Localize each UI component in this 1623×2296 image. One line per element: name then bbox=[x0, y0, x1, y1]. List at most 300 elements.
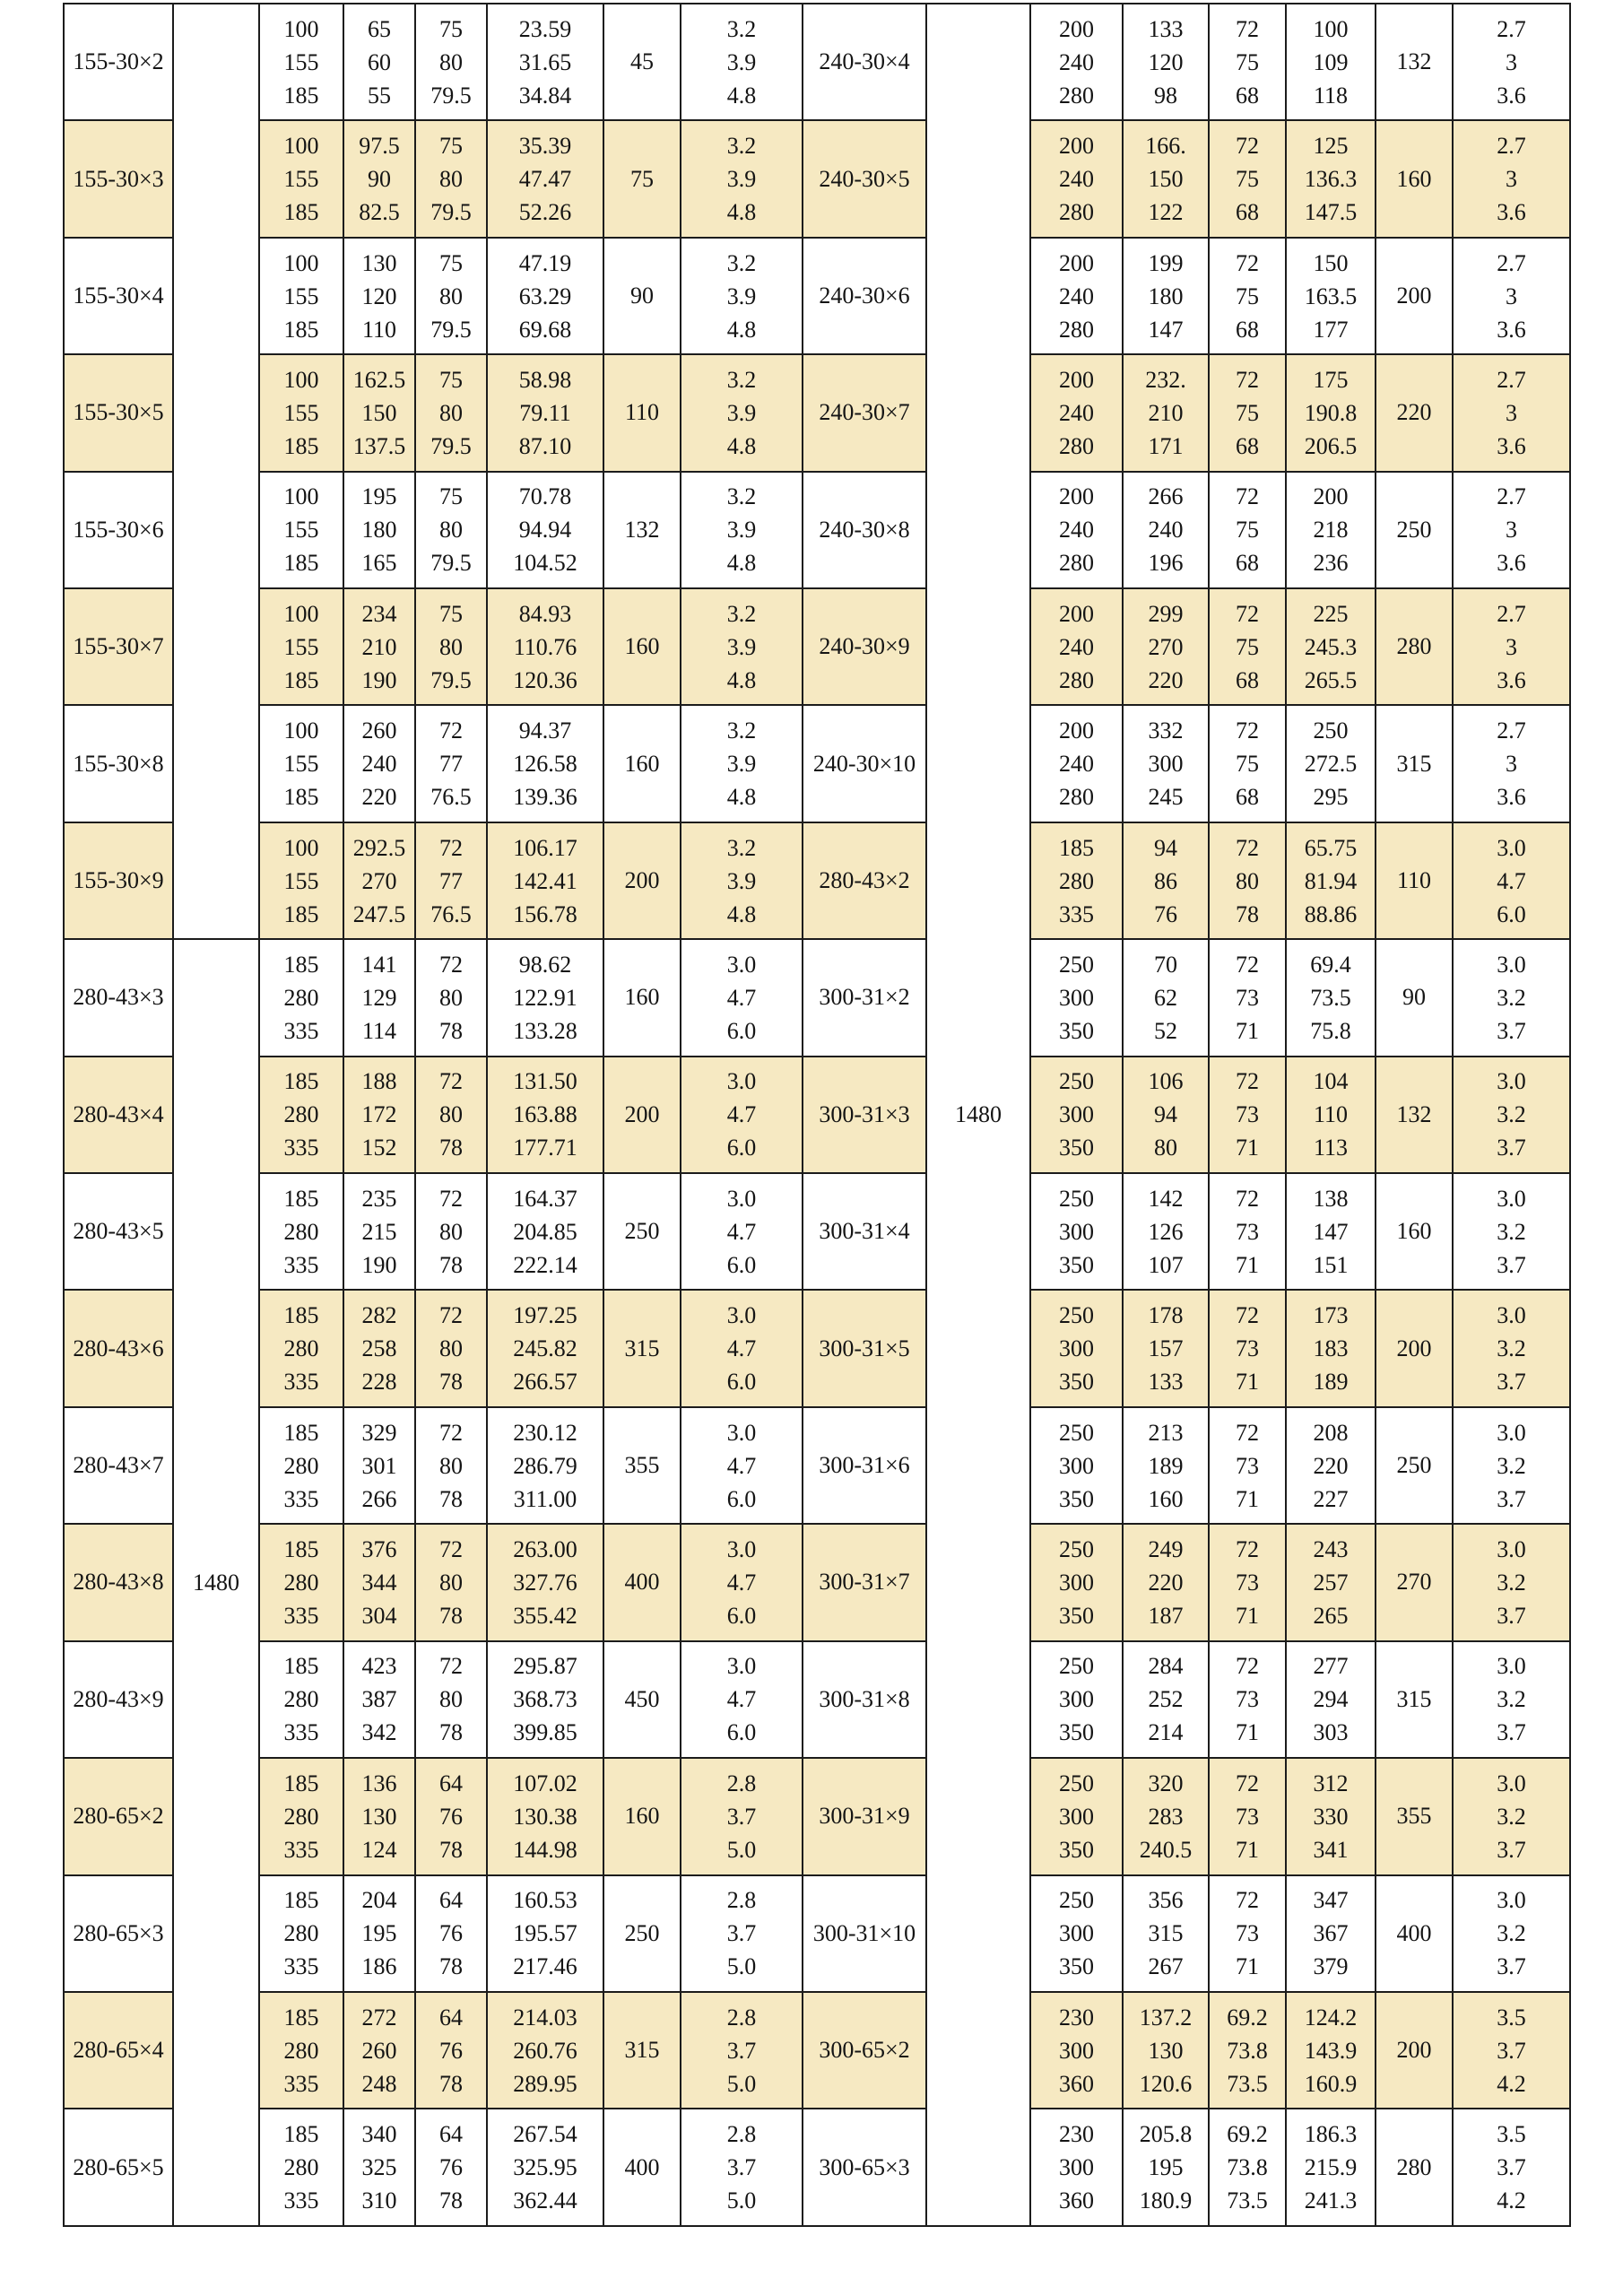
value: 106 bbox=[1148, 1068, 1184, 1095]
power-cell-right bbox=[1286, 1057, 1376, 1173]
value: 79.5 bbox=[430, 316, 472, 343]
flow-cell-left bbox=[259, 4, 343, 120]
flow-cell-left bbox=[259, 472, 343, 588]
value: 76.5 bbox=[430, 900, 472, 927]
value: 320 bbox=[1148, 1770, 1184, 1796]
value: 280 bbox=[1059, 199, 1094, 226]
value: 3 bbox=[1506, 751, 1517, 778]
head-cell-right bbox=[1123, 1758, 1209, 1874]
efficiency-cell-left bbox=[415, 238, 487, 354]
value: 78 bbox=[439, 1369, 463, 1396]
value: 243 bbox=[1313, 1535, 1349, 1562]
value: 80 bbox=[439, 633, 463, 660]
value: 80 bbox=[439, 283, 463, 309]
value: 368.73 bbox=[513, 1686, 577, 1713]
value: 186 bbox=[361, 1953, 397, 1980]
npsh-cell-left bbox=[681, 822, 803, 939]
efficiency-cell-left bbox=[415, 1875, 487, 1992]
value: 387 bbox=[361, 1686, 397, 1713]
npsh-cell-right bbox=[1453, 1758, 1570, 1874]
value: 3.0 bbox=[1497, 1302, 1526, 1329]
head-cell-left bbox=[343, 238, 415, 354]
value: 185 bbox=[283, 1887, 319, 1914]
power-cell-right bbox=[1286, 588, 1376, 705]
power-cell-left bbox=[487, 939, 603, 1056]
value: 72 bbox=[439, 1535, 463, 1562]
value: 360 bbox=[1059, 2187, 1094, 2214]
value: 280 bbox=[283, 1920, 319, 1947]
model-cell-right: 240-30×9 bbox=[803, 588, 926, 705]
npsh-cell-right bbox=[1453, 939, 1570, 1056]
value: 76 bbox=[439, 2037, 463, 2064]
power-cell-right bbox=[1286, 1758, 1376, 1874]
value: 200 bbox=[1059, 15, 1094, 42]
value: 280 bbox=[1059, 784, 1094, 811]
power-cell-left bbox=[487, 4, 603, 120]
value: 78 bbox=[439, 1719, 463, 1746]
value: 120 bbox=[1148, 48, 1184, 75]
value: 218 bbox=[1313, 517, 1349, 544]
flow-cell-right bbox=[1030, 1875, 1123, 1992]
value: 73.5 bbox=[1227, 2187, 1268, 2214]
value: 3.7 bbox=[1497, 1953, 1526, 1980]
value: 190 bbox=[361, 666, 397, 693]
value: 76 bbox=[439, 1920, 463, 1947]
npsh-cell-left bbox=[681, 1173, 803, 1290]
value: 225 bbox=[1313, 600, 1349, 627]
value: 100 bbox=[283, 483, 319, 510]
power-cell-left bbox=[487, 1641, 603, 1758]
value: 124 bbox=[361, 1836, 397, 1863]
value: 81.94 bbox=[1304, 867, 1358, 894]
value: 100 bbox=[283, 366, 319, 393]
value: 72 bbox=[1236, 834, 1259, 861]
value: 75 bbox=[1236, 166, 1259, 193]
value: 3.7 bbox=[726, 2037, 757, 2064]
npsh-cell-left bbox=[681, 238, 803, 354]
value: 3.9 bbox=[726, 517, 757, 544]
flow-cell-left bbox=[259, 1875, 343, 1992]
value: 82.5 bbox=[359, 199, 400, 226]
table-row bbox=[64, 238, 1570, 354]
value: 152 bbox=[361, 1135, 397, 1161]
value: 6.0 bbox=[726, 1135, 757, 1161]
value: 379 bbox=[1313, 1953, 1349, 1980]
value: 325.95 bbox=[513, 2154, 577, 2181]
flow-cell-left bbox=[259, 1641, 343, 1758]
model-cell-right: 240-30×8 bbox=[803, 472, 926, 588]
value: 107.02 bbox=[513, 1770, 577, 1796]
value: 80 bbox=[439, 1335, 463, 1362]
head-cell-left bbox=[343, 705, 415, 822]
power-cell-left bbox=[487, 238, 603, 354]
npsh-cell-right bbox=[1453, 354, 1570, 471]
power-cell-right bbox=[1286, 238, 1376, 354]
value: 3.7 bbox=[1497, 2154, 1526, 2181]
motor-power-cell-left: 315 bbox=[603, 1992, 681, 2109]
value: 75.8 bbox=[1310, 1017, 1351, 1044]
flow-cell-left bbox=[259, 1057, 343, 1173]
flow-cell-right bbox=[1030, 705, 1123, 822]
value: 335 bbox=[283, 2187, 319, 2214]
value: 78 bbox=[439, 1485, 463, 1512]
value: 80 bbox=[439, 1218, 463, 1245]
table-row bbox=[64, 354, 1570, 471]
value: 240.5 bbox=[1139, 1836, 1193, 1863]
value: 3.0 bbox=[1497, 1185, 1526, 1212]
value: 72 bbox=[1236, 249, 1259, 276]
power-cell-right bbox=[1286, 2109, 1376, 2226]
head-cell-right bbox=[1123, 1407, 1209, 1524]
value: 160 bbox=[1148, 1485, 1184, 1512]
value: 6.0 bbox=[726, 1602, 757, 1629]
model-cell-left: 280-65×3 bbox=[64, 1875, 173, 1992]
value: 80 bbox=[439, 517, 463, 544]
value: 300 bbox=[1059, 1218, 1094, 1245]
motor-power-cell-left: 160 bbox=[603, 588, 681, 705]
npsh-cell-left bbox=[681, 1290, 803, 1406]
value: 350 bbox=[1059, 1369, 1094, 1396]
value: 185 bbox=[283, 82, 319, 109]
model-cell-right: 240-30×6 bbox=[803, 238, 926, 354]
flow-cell-left bbox=[259, 1758, 343, 1874]
power-cell-left bbox=[487, 1290, 603, 1406]
power-cell-right bbox=[1286, 120, 1376, 237]
value: 72 bbox=[1236, 1770, 1259, 1796]
value: 3.9 bbox=[726, 751, 757, 778]
value: 185 bbox=[283, 2004, 319, 2031]
flow-cell-left bbox=[259, 1173, 343, 1290]
speed-cell bbox=[173, 4, 259, 939]
value: 280 bbox=[283, 1452, 319, 1479]
motor-power-cell-left: 132 bbox=[603, 472, 681, 588]
efficiency-cell-left bbox=[415, 4, 487, 120]
value: 300 bbox=[1059, 1569, 1094, 1596]
npsh-cell-left bbox=[681, 1524, 803, 1640]
value: 79.5 bbox=[430, 199, 472, 226]
value: 3.7 bbox=[1497, 1251, 1526, 1278]
value: 200 bbox=[1059, 249, 1094, 276]
efficiency-cell-left bbox=[415, 588, 487, 705]
npsh-cell-right bbox=[1453, 4, 1570, 120]
value: 6.0 bbox=[726, 1485, 757, 1512]
value: 195.57 bbox=[513, 1920, 577, 1947]
value: 335 bbox=[283, 1485, 319, 1512]
value: 3.0 bbox=[1497, 1535, 1526, 1562]
value: 72 bbox=[439, 718, 463, 744]
power-cell-left bbox=[487, 1173, 603, 1290]
npsh-cell-right bbox=[1453, 1407, 1570, 1524]
flow-cell-left bbox=[259, 238, 343, 354]
value: 72 bbox=[439, 1653, 463, 1680]
model-cell-right: 300-31×5 bbox=[803, 1290, 926, 1406]
table-row bbox=[64, 705, 1570, 822]
value: 72 bbox=[1236, 1419, 1259, 1446]
value: 3.2 bbox=[1497, 1452, 1526, 1479]
value: 327.76 bbox=[513, 1569, 577, 1596]
head-cell-right bbox=[1123, 1057, 1209, 1173]
efficiency-cell-right bbox=[1209, 588, 1286, 705]
value: 200 bbox=[1059, 133, 1094, 160]
value: 3.2 bbox=[1497, 1335, 1526, 1362]
value: 73 bbox=[1236, 1803, 1259, 1830]
value: 94 bbox=[1154, 834, 1177, 861]
head-cell-left bbox=[343, 1992, 415, 2109]
pump-spec-table bbox=[63, 3, 1571, 2227]
value: 280 bbox=[283, 1101, 319, 1128]
value: 69.68 bbox=[518, 316, 572, 343]
value: 3.6 bbox=[1497, 550, 1526, 577]
value: 214 bbox=[1148, 1719, 1184, 1746]
value: 6.0 bbox=[1497, 900, 1526, 927]
value: 107 bbox=[1148, 1251, 1184, 1278]
value: 142 bbox=[1148, 1185, 1184, 1212]
value: 6.0 bbox=[726, 1251, 757, 1278]
motor-power-cell-right: 200 bbox=[1376, 1290, 1453, 1406]
value: 78 bbox=[439, 1135, 463, 1161]
value: 78 bbox=[439, 2187, 463, 2214]
value: 73 bbox=[1236, 1686, 1259, 1713]
head-cell-left bbox=[343, 588, 415, 705]
value: 3.2 bbox=[1497, 1218, 1526, 1245]
value: 335 bbox=[283, 1251, 319, 1278]
power-cell-left bbox=[487, 1524, 603, 1640]
efficiency-cell-right bbox=[1209, 4, 1286, 120]
npsh-cell-right bbox=[1453, 1992, 1570, 2109]
value: 72 bbox=[1236, 1068, 1259, 1095]
value: 3.0 bbox=[726, 1535, 757, 1562]
power-cell-right bbox=[1286, 1524, 1376, 1640]
value: 190 bbox=[361, 1251, 397, 1278]
table-row bbox=[64, 822, 1570, 939]
value: 3.7 bbox=[1497, 1369, 1526, 1396]
value: 340 bbox=[361, 2121, 397, 2148]
value: 300 bbox=[1059, 984, 1094, 1011]
efficiency-cell-right bbox=[1209, 354, 1286, 471]
head-cell-right bbox=[1123, 1875, 1209, 1992]
table-row bbox=[64, 2109, 1570, 2226]
npsh-cell-left bbox=[681, 1758, 803, 1874]
value: 4.8 bbox=[726, 784, 757, 811]
motor-power-cell-right: 270 bbox=[1376, 1524, 1453, 1640]
value: 150 bbox=[1148, 166, 1184, 193]
power-cell-right bbox=[1286, 822, 1376, 939]
npsh-cell-right bbox=[1453, 472, 1570, 588]
value: 236 bbox=[1313, 550, 1349, 577]
value: 350 bbox=[1059, 1485, 1094, 1512]
value: 280 bbox=[1059, 550, 1094, 577]
value: 76 bbox=[1154, 900, 1177, 927]
efficiency-cell-right bbox=[1209, 1758, 1286, 1874]
value: 124.2 bbox=[1304, 2004, 1358, 2031]
value: 204.85 bbox=[513, 1218, 577, 1245]
value: 350 bbox=[1059, 1135, 1094, 1161]
flow-cell-left bbox=[259, 354, 343, 471]
value: 344 bbox=[361, 1569, 397, 1596]
value: 65.75 bbox=[1304, 834, 1358, 861]
value: 265.5 bbox=[1304, 666, 1358, 693]
value: 185 bbox=[283, 900, 319, 927]
model-cell-left: 155-30×4 bbox=[64, 238, 173, 354]
efficiency-cell-right bbox=[1209, 1641, 1286, 1758]
value: 133 bbox=[1148, 1369, 1184, 1396]
value: 245.3 bbox=[1304, 633, 1358, 660]
value: 3.7 bbox=[726, 1803, 757, 1830]
value: 350 bbox=[1059, 1017, 1094, 1044]
value: 232. bbox=[1145, 366, 1186, 393]
value: 120.36 bbox=[513, 666, 577, 693]
value: 87.10 bbox=[518, 432, 572, 459]
value: 213 bbox=[1148, 1419, 1184, 1446]
value: 79.5 bbox=[430, 666, 472, 693]
value: 155 bbox=[283, 48, 319, 75]
value: 3.5 bbox=[1497, 2121, 1526, 2148]
npsh-cell-right bbox=[1453, 2109, 1570, 2226]
head-cell-right bbox=[1123, 588, 1209, 705]
value: 120 bbox=[361, 283, 397, 309]
value: 130 bbox=[361, 249, 397, 276]
value: 110.76 bbox=[513, 633, 577, 660]
value: 280 bbox=[283, 1335, 319, 1362]
value: 72 bbox=[439, 1068, 463, 1095]
value: 188 bbox=[361, 1068, 397, 1095]
value: 185 bbox=[283, 1535, 319, 1562]
flow-cell-right bbox=[1030, 588, 1123, 705]
value: 106.17 bbox=[513, 834, 577, 861]
value: 185 bbox=[283, 666, 319, 693]
value: 71 bbox=[1236, 1251, 1259, 1278]
value: 300 bbox=[1059, 1452, 1094, 1479]
value: 97.5 bbox=[359, 133, 400, 160]
npsh-cell-left bbox=[681, 1057, 803, 1173]
model-cell-left: 280-43×7 bbox=[64, 1407, 173, 1524]
value: 332 bbox=[1148, 718, 1184, 744]
npsh-cell-left bbox=[681, 588, 803, 705]
value: 133 bbox=[1148, 15, 1184, 42]
value: 206.5 bbox=[1304, 432, 1358, 459]
value: 330 bbox=[1313, 1803, 1349, 1830]
value: 78 bbox=[439, 1602, 463, 1629]
value: 100 bbox=[1313, 15, 1349, 42]
value: 3.9 bbox=[726, 283, 757, 309]
value: 78 bbox=[439, 1836, 463, 1863]
value: 75 bbox=[1236, 48, 1259, 75]
model-cell-left: 280-43×8 bbox=[64, 1524, 173, 1640]
value: 3.0 bbox=[1497, 1653, 1526, 1680]
value: 3.9 bbox=[726, 48, 757, 75]
model-cell-right: 300-31×7 bbox=[803, 1524, 926, 1640]
value: 399.85 bbox=[513, 1719, 577, 1746]
npsh-cell-right bbox=[1453, 705, 1570, 822]
efficiency-cell-right bbox=[1209, 1875, 1286, 1992]
model-cell-right: 240-30×4 bbox=[803, 4, 926, 120]
value: 2.7 bbox=[1497, 249, 1526, 276]
value: 2.8 bbox=[726, 2121, 757, 2148]
head-cell-right bbox=[1123, 1290, 1209, 1406]
table-row bbox=[64, 1641, 1570, 1758]
efficiency-cell-left bbox=[415, 1407, 487, 1524]
value: 73.8 bbox=[1227, 2154, 1268, 2181]
model-cell-left: 155-30×9 bbox=[64, 822, 173, 939]
head-cell-right bbox=[1123, 2109, 1209, 2226]
value: 4.8 bbox=[726, 900, 757, 927]
value: 284 bbox=[1148, 1653, 1184, 1680]
value: 280 bbox=[1059, 316, 1094, 343]
value: 267 bbox=[1148, 1953, 1184, 1980]
value: 72 bbox=[1236, 1653, 1259, 1680]
value: 335 bbox=[283, 1135, 319, 1161]
value: 171 bbox=[1148, 432, 1184, 459]
value: 180.9 bbox=[1139, 2187, 1193, 2214]
value: 136 bbox=[361, 1770, 397, 1796]
value: 178 bbox=[1148, 1302, 1184, 1329]
value: 304 bbox=[361, 1602, 397, 1629]
npsh-cell-right bbox=[1453, 1875, 1570, 1992]
value: 210 bbox=[361, 633, 397, 660]
value: 208 bbox=[1313, 1419, 1349, 1446]
head-cell-right bbox=[1123, 939, 1209, 1056]
flow-cell-left bbox=[259, 822, 343, 939]
value: 76.5 bbox=[430, 784, 472, 811]
value: 73 bbox=[1236, 1920, 1259, 1947]
value: 143.9 bbox=[1304, 2037, 1358, 2064]
value: 5.0 bbox=[726, 1836, 757, 1863]
value: 185 bbox=[283, 1068, 319, 1095]
value: 118 bbox=[1313, 82, 1349, 109]
value: 335 bbox=[283, 1602, 319, 1629]
flow-cell-right bbox=[1030, 1407, 1123, 1524]
table-row bbox=[64, 120, 1570, 237]
efficiency-cell-right bbox=[1209, 939, 1286, 1056]
power-cell-right bbox=[1286, 1173, 1376, 1290]
value: 155 bbox=[283, 283, 319, 309]
value: 60 bbox=[368, 48, 391, 75]
value: 222.14 bbox=[513, 1251, 577, 1278]
value: 265 bbox=[1313, 1602, 1349, 1629]
flow-cell-right bbox=[1030, 472, 1123, 588]
value: 155 bbox=[283, 399, 319, 426]
value: 80 bbox=[439, 1452, 463, 1479]
value: 147 bbox=[1148, 316, 1184, 343]
head-cell-right bbox=[1123, 1173, 1209, 1290]
value: 280 bbox=[283, 1569, 319, 1596]
value: 310 bbox=[361, 2187, 397, 2214]
value: 186.3 bbox=[1304, 2121, 1358, 2148]
value: 129 bbox=[361, 984, 397, 1011]
motor-power-cell-right: 280 bbox=[1376, 2109, 1453, 2226]
efficiency-cell-right bbox=[1209, 705, 1286, 822]
value: 230 bbox=[1059, 2004, 1094, 2031]
npsh-cell-left bbox=[681, 2109, 803, 2226]
value: 240 bbox=[1059, 283, 1094, 309]
value: 3.7 bbox=[1497, 1017, 1526, 1044]
model-cell-left: 280-43×4 bbox=[64, 1057, 173, 1173]
value: 3.0 bbox=[726, 951, 757, 978]
value: 71 bbox=[1236, 1719, 1259, 1746]
value: 295 bbox=[1313, 784, 1349, 811]
value: 72 bbox=[1236, 951, 1259, 978]
flow-cell-left bbox=[259, 1407, 343, 1524]
value: 3 bbox=[1506, 517, 1517, 544]
value: 130.38 bbox=[513, 1803, 577, 1830]
value: 172 bbox=[361, 1101, 397, 1128]
value: 73 bbox=[1236, 1569, 1259, 1596]
model-cell-right: 300-31×8 bbox=[803, 1641, 926, 1758]
value: 104.52 bbox=[513, 550, 577, 577]
value: 250 bbox=[1059, 1302, 1094, 1329]
value: 72 bbox=[439, 1302, 463, 1329]
efficiency-cell-right bbox=[1209, 822, 1286, 939]
